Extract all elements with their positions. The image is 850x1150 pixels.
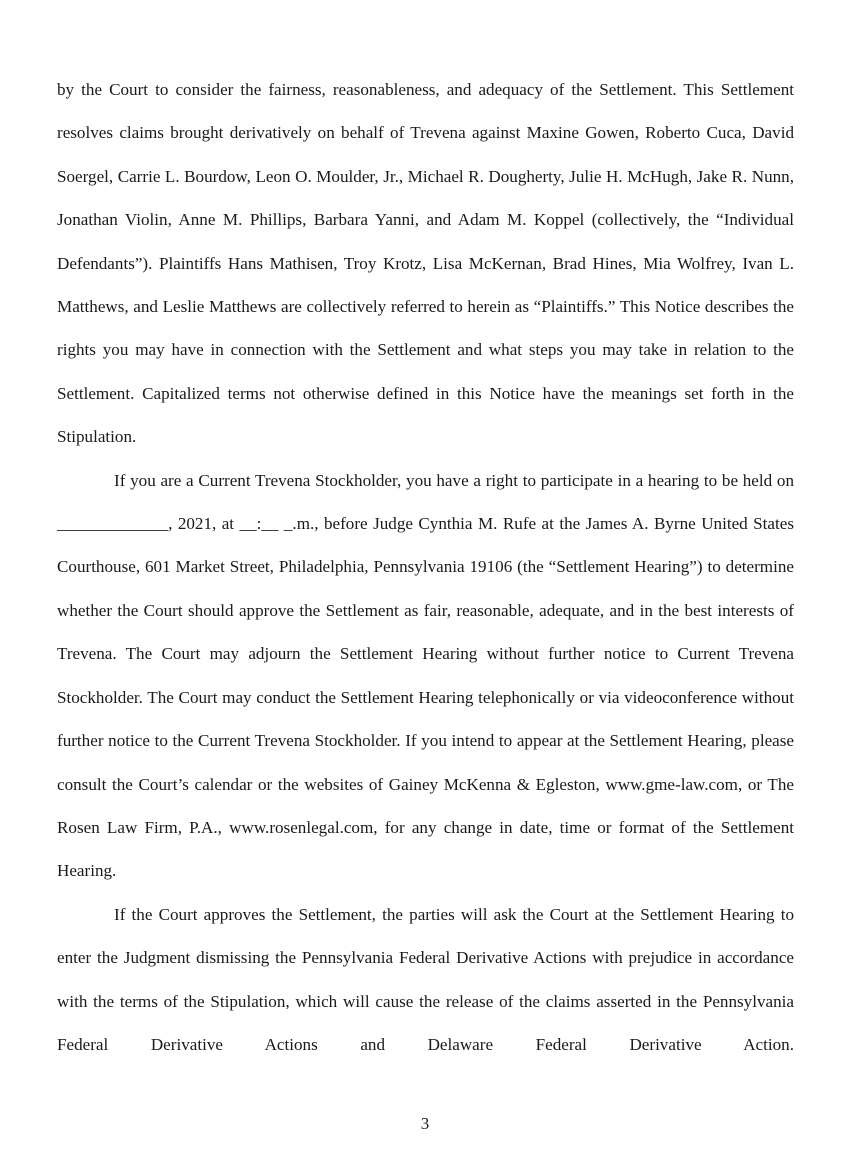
paragraph-settlement-hearing: If you are a Current Trevena Stockholder, you have a right to participate in a hearing to be held on _____________, 2021, at __:__ _.m., before Judge Cynthia M. Rufe at the James A. Byrne United States Courthouse, 601 Market Street, Philadelphia, Pennsylvania 19106 (the “Settlement Hearing”) to determine whether the Court should approve the Settlement as fair, reasonable, adequate, and in the best interests of Trevena. The Court may adjourn the Settlement Hearing without further notice to Current Trevena Stockholder. The Court may conduct the Settlement Hearing telephonically or via videoconference without further notice to the Current Trevena Stockholder. If you intend to appear at the Settlement Hearing, please consult the Court’s calendar or the websites of Gainey McKenna & Egleston, www.gme-law.com, or The Rosen Law Firm, P.A., www.rosenlegal.com, for any change in date, time or format of the Settlement Hearing. <box>57 470 794 881</box>
document-body <box>57 68 794 1066</box>
page-number: 3 <box>420 1114 430 1133</box>
paragraph-settlement-intro: by the Court to consider the fairness, reasonableness, and adequacy of the Settlement. This Settlement resolves claims brought derivatively on behalf of Trevena against Maxine Gowen, Roberto Cuca, David Soergel, Carrie L. Bourdow, Leon O. Moulder, Jr., Michael R. Dougherty, Julie H. McHugh, Jake R. Nunn, Jonathan Violin, Anne M. Phillips, Barbara Yanni, and Adam M. Koppel (collectively, the “Individual Defendants”). Plaintiffs Hans Mathisen, Troy Krotz, Lisa McKernan, Brad Hines, Mia Wolfrey, Ivan L. Matthews, and Leslie Matthews are collectively referred to herein as “Plaintiffs.” This Notice describes the rights you may have in connection with the Settlement and what steps you may take in relation to the Settlement. Capitalized terms not otherwise defined in this Notice have the meanings set forth in the Stipulation. <box>57 80 794 447</box>
paragraph-judgment: If the Court approves the Settlement, the parties will ask the Court at the Settlement Hearing to enter the Judgment dismissing the Pennsylvania Federal Derivative Actions with prejudice in accordance with the terms of the Stipulation, which will cause the release of the claims asserted in the Pennsylvania Federal Derivative Actions and Delaware Federal Derivative Action. <box>57 904 794 1054</box>
